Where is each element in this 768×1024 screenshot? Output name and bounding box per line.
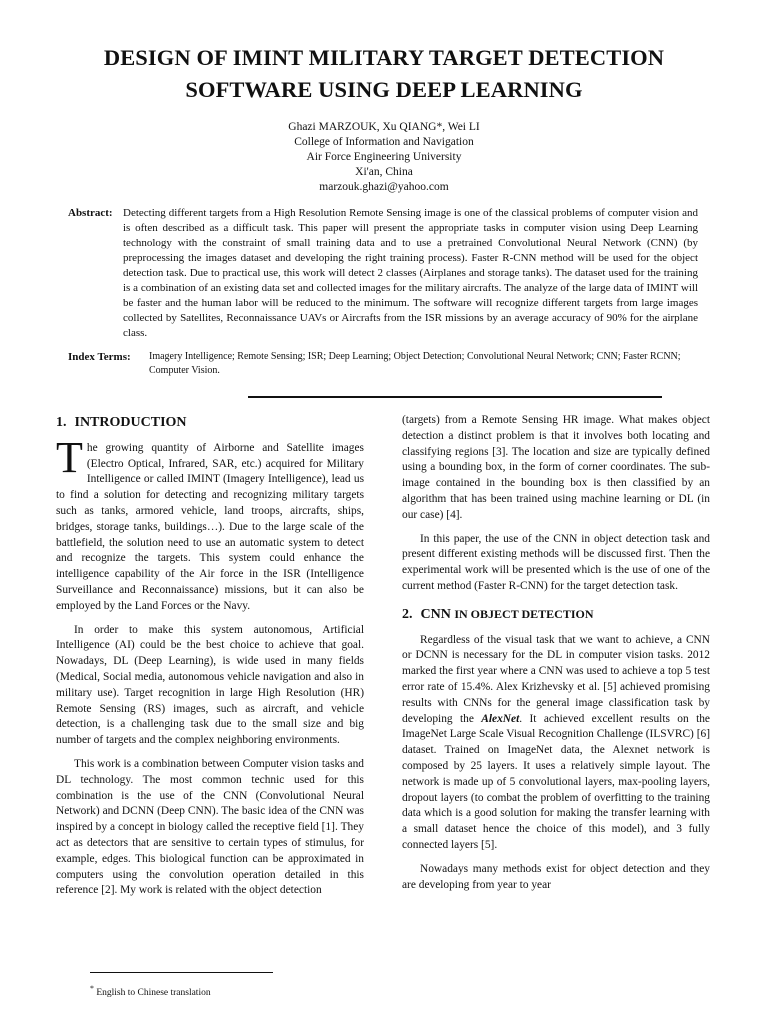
intro-paragraph-5: In this paper, the use of the CNN in object detection task and present different existing methods will be discussed first. Then the experimental work will be presented which is the use of one of the current method (Faster R-CNN) for the target detection task. <box>402 532 710 592</box>
section-heading-introduction <box>56 415 364 431</box>
section-heading-cnn <box>402 607 710 623</box>
section-title-cnn: CNN <box>420 606 451 622</box>
paper-title-line-1: DESIGN OF IMINT MILITARY TARGET DETECTION <box>103 45 665 70</box>
author-email: marzouk.ghazi@yahoo.com <box>319 181 449 193</box>
intro-paragraph-2: In order to make this system autonomous, Artificial Intelligence (AI) could be the best choice to achieve that goal. Nowadays, DL (Deep Learning), is wide used in many fields (Medical, Social media, autonomous vehicle navigation and also in military use). Target recognition in large High Resolution (HR) Remote Sensing (RS) images, such as aircraft, and vehicle detection, is a challenging task due to the small size and big number of targets and the complex neighboring environments. <box>56 623 364 747</box>
author-names: Ghazi MARZOUK, Xu QIANG*, Wei LI <box>288 121 480 133</box>
section-title: INTRODUCTION <box>74 415 187 430</box>
cnn-paragraph-2: Nowadays many methods exist for object detection and they are developing from year to year <box>402 862 710 891</box>
section-title-rest: IN OBJECT DETECTION <box>454 606 594 621</box>
abstract-text: Detecting different targets from a High Resolution Remote Sensing image is one of the classical problems of computer vision and is often described as a difficult task. This paper will present the appropriate tasks in computer vision using Deep Learning technology with the constraint of small training data and to use a pretrained Convolutional Neural Network (CNN) (by preprocessing the images dataset and developing the right training process). Faster R-CNN method will be used for the object detection task. Due to practical use, this work will detect 2 classes (Airplanes and storage tanks). The dataset used for the training is a combination of an existing data set and collected images for the military aircrafts. The analyze of the large data of IMINT will be faster and the human labor will be reduced to the minimum. The software will recognize different targets from large images collected by Satellites, Reconnaissance UAVs or Aircrafts from the ISR missions by an average accuracy of 90% for the airplane class. <box>123 207 698 339</box>
index-terms-text: Imagery Intelligence; Remote Sensing; ISR; Deep Learning; Object Detection; Convolutional Neural Network; CNN; Faster RCNN; Computer Vision. <box>149 351 681 376</box>
author-department: College of Information and Navigation <box>294 136 474 148</box>
author-city: Xi'an, China <box>355 166 413 178</box>
abstract-label: Abstract: <box>68 207 113 219</box>
left-column <box>56 415 364 907</box>
author-block <box>160 120 608 195</box>
index-terms-section <box>68 350 708 378</box>
footnote-text: English to Chinese translation <box>93 988 211 999</box>
index-terms-label: Index Terms: <box>68 351 131 363</box>
intro-paragraph-4: (targets) from a Remote Sensing HR image. What makes object detection a distinct problem is that it involves both locating and classifying regions [3]. The location and size are typically defined using a bounding box, in the form of corner coordinates. The sub-image contained in the bounding box is then classified by an algorithm that has been trained using machine learning or DL (in our case) [4]. <box>402 414 710 521</box>
paper-title-line-2: SOFTWARE USING DEEP LEARNING <box>185 77 583 102</box>
section-number: 2. <box>402 606 413 622</box>
cnn-paragraph-1-start: Regardless of the visual task that we want to achieve, a CNN or DCNN is necessary for the DL in computer vision tasks. 2012 marked the first year where a CNN was used to achieve a top 5 test error rate of 15.4%. Alex Krizhevsky et al. [5] achieved promising results with CNNs for the general image classification task by developing the <box>402 633 710 725</box>
right-column <box>402 413 710 901</box>
section-number: 1. <box>56 415 67 430</box>
cnn-paragraph-1-end: . It achieved excellent results on the ImageNet Large Scale Visual Recognition Challenge (ILSVRC) [6] dataset. Trained on ImageNet data, the Alexnet network is composed by 25 layers. It uses a relatively simple layout. The network is made up of 5 convolutional layers, max-pooling layers, dropout layers (to combat the problem of overfitting to the training data which is a good solution for making the transfer learning with a small dataset hence the choice of this model), and 3 fully connected layers [5]. <box>402 712 710 851</box>
cnn-paragraph-1 <box>402 633 710 854</box>
intro-paragraph-1-text: he growing quantity of Airborne and Satellite images (Electro Optical, Infrared, SAR, etc.) acquired for Military Intelligence or called IMINT (Imagery Intelligence), lead us to find a solution for detecting and recognizing military targets such as tanks, armored vehicle, land troops, aircrafts, ships, bridges, storage tanks, buildings…). Due to the large scale of the battlefield, the solution need to use an automatic system to detect and recognize the targets. This system could enhance the intelligence capability of the Air force in the ISR (Intelligence Surveillance and Reconnaissance) missions, but it can also be employed by the Land Forces or the Navy. <box>56 441 364 612</box>
alexnet-term: AlexNet <box>481 712 520 725</box>
abstract-section <box>68 206 698 341</box>
intro-paragraph-3: This work is a combination between Computer vision tasks and DL technology. The most common technic used for this combination is the use of the CNN (Convolutional Neural Network) and DCNN (Deep CNN). The basic idea of the CNN was inspired by a concept in biology called the receptive field [1]. They act as detectors that are sensitive to certain types of stimulus, for example, edges. This biological function can be approximated in computers using the convolution operation detailed in this reference [2]. My work is related with the object detection <box>56 757 364 897</box>
author-university: Air Force Engineering University <box>306 151 462 163</box>
footnote <box>90 984 211 998</box>
intro-paragraph-1 <box>56 432 364 615</box>
footnote-mark: * <box>90 984 94 993</box>
drop-cap: T <box>56 432 83 482</box>
section-divider <box>248 396 662 398</box>
footnote-divider <box>90 972 273 973</box>
